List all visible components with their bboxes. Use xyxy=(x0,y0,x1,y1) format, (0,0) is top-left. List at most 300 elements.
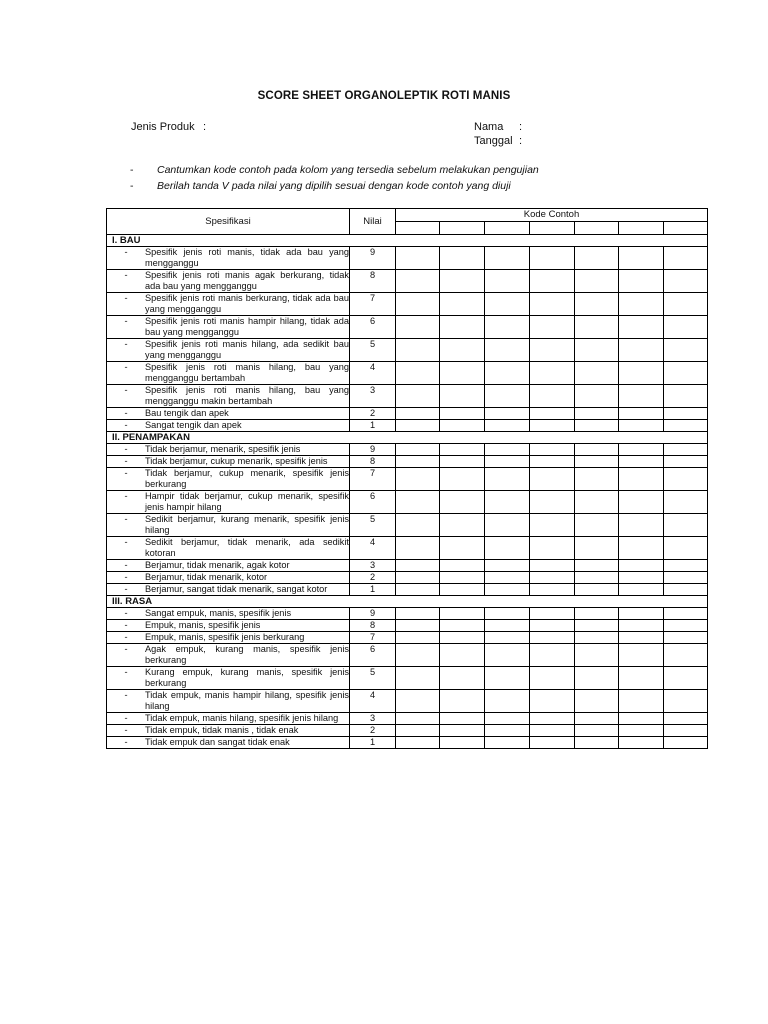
kode-contoh-cell[interactable] xyxy=(619,468,664,491)
table-row xyxy=(107,491,708,514)
bullet-dash: - xyxy=(124,339,128,349)
kode-contoh-cell[interactable] xyxy=(440,514,485,537)
kode-contoh-cell[interactable] xyxy=(575,408,619,420)
kode-contoh-cell[interactable] xyxy=(485,385,530,408)
kode-contoh-cell[interactable] xyxy=(440,667,485,690)
kode-contoh-cell[interactable] xyxy=(485,737,530,749)
kode-cell[interactable] xyxy=(485,222,530,235)
kode-contoh-cell[interactable] xyxy=(396,514,440,537)
kode-contoh-cell[interactable] xyxy=(664,560,708,572)
nilai-cell: 6 xyxy=(350,644,396,667)
kode-contoh-cell[interactable] xyxy=(485,632,530,644)
tanggal-label: Tanggal xyxy=(474,135,513,147)
kode-contoh-cell[interactable] xyxy=(664,537,708,560)
kode-contoh-cell[interactable] xyxy=(619,608,664,620)
kode-contoh-cell[interactable] xyxy=(664,247,708,270)
table-row xyxy=(107,247,708,270)
kode-contoh-cell[interactable] xyxy=(575,247,619,270)
kode-contoh-cell[interactable] xyxy=(485,444,530,456)
kode-contoh-cell[interactable] xyxy=(664,270,708,293)
kode-contoh-cell[interactable] xyxy=(575,339,619,362)
section-label: II. PENAMPAKAN xyxy=(107,432,708,444)
kode-cell[interactable] xyxy=(619,222,664,235)
criteria-cell xyxy=(107,339,350,362)
kode-contoh-cell[interactable] xyxy=(664,456,708,468)
table-row xyxy=(107,737,708,749)
score-table-body xyxy=(107,235,708,749)
kode-contoh-cell[interactable] xyxy=(575,632,619,644)
kode-contoh-cell[interactable] xyxy=(440,632,485,644)
criteria-text: Tidak berjamur, cukup menarik, spesifik jenis xyxy=(145,456,328,466)
kode-contoh-cell[interactable] xyxy=(575,644,619,667)
kode-contoh-cell[interactable] xyxy=(396,270,440,293)
section-label: III. RASA xyxy=(107,596,708,608)
kode-contoh-cell[interactable] xyxy=(619,537,664,560)
criteria-text: Spesifik jenis roti manis agak berkurang, tidak ada bau yang mengganggu xyxy=(145,270,349,291)
kode-contoh-cell[interactable] xyxy=(664,293,708,316)
kode-cell[interactable] xyxy=(575,222,619,235)
bullet-dash: - xyxy=(124,444,128,454)
kode-contoh-cell[interactable] xyxy=(485,456,530,468)
kode-contoh-cell[interactable] xyxy=(619,339,664,362)
kode-contoh-cell[interactable] xyxy=(664,444,708,456)
criteria-text: Tidak empuk, manis hampir hilang, spesifik jenis hilang xyxy=(145,690,349,711)
kode-contoh-cell[interactable] xyxy=(440,444,485,456)
kode-contoh-cell[interactable] xyxy=(619,270,664,293)
kode-contoh-cell[interactable] xyxy=(485,420,530,432)
kode-contoh-cell[interactable] xyxy=(530,537,575,560)
criteria-cell xyxy=(107,420,350,432)
table-row xyxy=(107,584,708,596)
kode-contoh-cell[interactable] xyxy=(575,584,619,596)
kode-contoh-cell[interactable] xyxy=(440,362,485,385)
kode-contoh-cell[interactable] xyxy=(485,514,530,537)
kode-cell[interactable] xyxy=(396,222,440,235)
kode-contoh-cell[interactable] xyxy=(664,408,708,420)
kode-contoh-cell[interactable] xyxy=(530,667,575,690)
kode-contoh-cell[interactable] xyxy=(396,608,440,620)
kode-contoh-cell[interactable] xyxy=(530,584,575,596)
nilai-cell: 3 xyxy=(350,560,396,572)
kode-contoh-cell[interactable] xyxy=(440,316,485,339)
kode-contoh-cell[interactable] xyxy=(619,737,664,749)
criteria-cell xyxy=(107,584,350,596)
criteria-text: Tidak berjamur, menarik, spesifik jenis xyxy=(145,444,301,454)
criteria-text: Empuk, manis, spesifik jenis xyxy=(145,620,261,630)
kode-contoh-cell[interactable] xyxy=(530,644,575,667)
kode-contoh-cell[interactable] xyxy=(396,468,440,491)
kode-contoh-cell[interactable] xyxy=(619,632,664,644)
kode-contoh-cell[interactable] xyxy=(530,608,575,620)
kode-contoh-cell[interactable] xyxy=(485,584,530,596)
kode-contoh-cell[interactable] xyxy=(664,632,708,644)
kode-contoh-cell[interactable] xyxy=(485,560,530,572)
kode-contoh-cell[interactable] xyxy=(440,293,485,316)
criteria-cell xyxy=(107,491,350,514)
kode-contoh-cell[interactable] xyxy=(485,608,530,620)
kode-contoh-cell[interactable] xyxy=(396,737,440,749)
table-row xyxy=(107,316,708,339)
kode-contoh-cell[interactable] xyxy=(575,362,619,385)
kode-cell[interactable] xyxy=(440,222,485,235)
kode-contoh-cell[interactable] xyxy=(485,713,530,725)
nilai-cell: 3 xyxy=(350,713,396,725)
kode-contoh-cell[interactable] xyxy=(619,560,664,572)
bullet-dash: - xyxy=(124,560,128,570)
kode-contoh-cell[interactable] xyxy=(530,737,575,749)
bullet-dash: - xyxy=(124,456,128,466)
bullet-dash: - xyxy=(124,725,128,735)
kode-contoh-cell[interactable] xyxy=(664,713,708,725)
kode-contoh-cell[interactable] xyxy=(664,491,708,514)
kode-contoh-cell[interactable] xyxy=(485,247,530,270)
nilai-cell: 4 xyxy=(350,362,396,385)
kode-contoh-cell[interactable] xyxy=(396,667,440,690)
kode-contoh-cell[interactable] xyxy=(664,514,708,537)
kode-contoh-cell[interactable] xyxy=(664,362,708,385)
kode-contoh-cell[interactable] xyxy=(530,456,575,468)
nilai-cell: 1 xyxy=(350,737,396,749)
kode-contoh-cell[interactable] xyxy=(530,514,575,537)
kode-contoh-cell[interactable] xyxy=(485,537,530,560)
kode-contoh-cell[interactable] xyxy=(530,408,575,420)
criteria-cell xyxy=(107,608,350,620)
nilai-cell: 8 xyxy=(350,620,396,632)
kode-contoh-cell[interactable] xyxy=(396,725,440,737)
criteria-cell xyxy=(107,468,350,491)
kode-contoh-cell[interactable] xyxy=(485,468,530,491)
kode-contoh-cell[interactable] xyxy=(485,316,530,339)
kode-contoh-cell[interactable] xyxy=(530,620,575,632)
criteria-cell xyxy=(107,644,350,667)
bullet-dash: - xyxy=(124,608,128,618)
table-row xyxy=(107,420,708,432)
kode-contoh-cell[interactable] xyxy=(530,690,575,713)
nilai-cell: 6 xyxy=(350,316,396,339)
table-row xyxy=(107,690,708,713)
kode-contoh-cell[interactable] xyxy=(530,270,575,293)
kode-contoh-cell[interactable] xyxy=(530,491,575,514)
kode-contoh-cell[interactable] xyxy=(440,725,485,737)
kode-contoh-cell[interactable] xyxy=(396,456,440,468)
kode-contoh-cell[interactable] xyxy=(485,572,530,584)
kode-contoh-cell[interactable] xyxy=(619,316,664,339)
kode-contoh-cell[interactable] xyxy=(619,667,664,690)
kode-contoh-cell[interactable] xyxy=(396,491,440,514)
instruction-2-text: Berilah tanda V pada nilai yang dipilih sesuai dengan kode contoh yang diuji xyxy=(157,180,511,192)
kode-contoh-cell[interactable] xyxy=(396,420,440,432)
kode-contoh-cell[interactable] xyxy=(619,514,664,537)
section-row xyxy=(107,596,708,608)
jenis-produk-colon: : xyxy=(203,121,207,133)
kode-contoh-cell[interactable] xyxy=(396,408,440,420)
kode-contoh-cell[interactable] xyxy=(575,385,619,408)
bullet-dash: - xyxy=(124,737,128,747)
nilai-cell: 2 xyxy=(350,572,396,584)
kode-contoh-cell[interactable] xyxy=(664,316,708,339)
kode-contoh-cell[interactable] xyxy=(440,468,485,491)
criteria-cell xyxy=(107,737,350,749)
kode-contoh-cell[interactable] xyxy=(396,537,440,560)
criteria-cell xyxy=(107,713,350,725)
kode-cell[interactable] xyxy=(664,222,708,235)
kode-contoh-cell[interactable] xyxy=(530,725,575,737)
criteria-text: Sangat tengik dan apek xyxy=(145,420,242,430)
kode-contoh-cell[interactable] xyxy=(440,644,485,667)
kode-contoh-cell[interactable] xyxy=(485,339,530,362)
kode-contoh-cell[interactable] xyxy=(575,491,619,514)
kode-contoh-cell[interactable] xyxy=(619,491,664,514)
kode-contoh-cell[interactable] xyxy=(619,690,664,713)
table-row xyxy=(107,608,708,620)
kode-contoh-cell[interactable] xyxy=(664,667,708,690)
kode-contoh-cell[interactable] xyxy=(396,316,440,339)
kode-contoh-cell[interactable] xyxy=(619,247,664,270)
table-row xyxy=(107,468,708,491)
criteria-text: Spesifik jenis roti manis berkurang, tidak ada bau yang mengganggu xyxy=(145,293,349,314)
criteria-text: Sedikit berjamur, tidak menarik, ada sedikit kotoran xyxy=(145,537,349,558)
jenis-produk-label: Jenis Produk xyxy=(131,121,195,133)
kode-contoh-cell[interactable] xyxy=(619,456,664,468)
kode-contoh-cell[interactable] xyxy=(440,608,485,620)
kode-contoh-cell[interactable] xyxy=(664,339,708,362)
kode-contoh-cell[interactable] xyxy=(619,420,664,432)
kode-contoh-cell[interactable] xyxy=(440,247,485,270)
kode-contoh-cell[interactable] xyxy=(619,644,664,667)
criteria-cell xyxy=(107,270,350,293)
nilai-cell: 9 xyxy=(350,247,396,270)
kode-contoh-cell[interactable] xyxy=(575,572,619,584)
kode-contoh-cell[interactable] xyxy=(485,620,530,632)
section-row xyxy=(107,235,708,247)
criteria-cell xyxy=(107,293,350,316)
nama-label: Nama xyxy=(474,121,504,133)
table-row xyxy=(107,385,708,408)
table-row xyxy=(107,444,708,456)
nilai-cell: 5 xyxy=(350,339,396,362)
kode-contoh-cell[interactable] xyxy=(530,560,575,572)
kode-contoh-cell[interactable] xyxy=(440,737,485,749)
kode-contoh-cell[interactable] xyxy=(619,362,664,385)
kode-contoh-cell[interactable] xyxy=(440,456,485,468)
kode-contoh-cell[interactable] xyxy=(396,584,440,596)
nama-colon: : xyxy=(519,121,523,133)
kode-contoh-cell[interactable] xyxy=(440,339,485,362)
kode-contoh-cell[interactable] xyxy=(485,270,530,293)
kode-contoh-cell[interactable] xyxy=(575,420,619,432)
header-kode-contoh: Kode Contoh xyxy=(396,209,708,222)
kode-contoh-cell[interactable] xyxy=(530,420,575,432)
kode-contoh-cell[interactable] xyxy=(575,456,619,468)
kode-contoh-cell[interactable] xyxy=(396,247,440,270)
kode-contoh-cell[interactable] xyxy=(575,444,619,456)
kode-contoh-cell[interactable] xyxy=(396,385,440,408)
kode-contoh-cell[interactable] xyxy=(575,608,619,620)
kode-contoh-cell[interactable] xyxy=(664,420,708,432)
kode-contoh-cell[interactable] xyxy=(485,644,530,667)
kode-contoh-cell[interactable] xyxy=(396,293,440,316)
bullet-dash: - xyxy=(124,690,128,700)
bullet-dash: - xyxy=(124,468,128,478)
kode-contoh-cell[interactable] xyxy=(664,725,708,737)
bullet-dash: - xyxy=(124,316,128,326)
kode-contoh-cell[interactable] xyxy=(575,468,619,491)
criteria-text: Sangat empuk, manis, spesifik jenis xyxy=(145,608,292,618)
criteria-cell xyxy=(107,690,350,713)
nilai-cell: 4 xyxy=(350,690,396,713)
kode-contoh-cell[interactable] xyxy=(664,644,708,667)
bullet-dash: - xyxy=(124,408,128,418)
table-row xyxy=(107,667,708,690)
kode-contoh-cell[interactable] xyxy=(396,632,440,644)
table-row xyxy=(107,514,708,537)
nilai-cell: 7 xyxy=(350,468,396,491)
kode-contoh-cell[interactable] xyxy=(485,408,530,420)
criteria-text: Berjamur, tidak menarik, kotor xyxy=(145,572,268,582)
score-table xyxy=(106,208,708,749)
kode-contoh-cell[interactable] xyxy=(619,725,664,737)
criteria-text: Bau tengik dan apek xyxy=(145,408,229,418)
kode-contoh-cell[interactable] xyxy=(619,620,664,632)
kode-contoh-cell[interactable] xyxy=(440,690,485,713)
instruction-2: - Berilah tanda V pada nilai yang dipilih sesuai dengan kode contoh yang diuji xyxy=(130,180,511,192)
kode-contoh-cell[interactable] xyxy=(619,385,664,408)
kode-contoh-cell[interactable] xyxy=(485,690,530,713)
header-nilai: Nilai xyxy=(350,209,396,235)
criteria-text: Tidak empuk, manis hilang, spesifik jenis hilang xyxy=(145,713,339,723)
table-row xyxy=(107,293,708,316)
criteria-text: Spesifik jenis roti manis hilang, bau yang mengganggu bertambah xyxy=(145,362,349,383)
kode-contoh-cell[interactable] xyxy=(440,420,485,432)
kode-contoh-cell[interactable] xyxy=(530,713,575,725)
kode-contoh-cell[interactable] xyxy=(396,444,440,456)
criteria-text: Spesifik jenis roti manis hilang, bau yang mengganggu makin bertambah xyxy=(145,385,349,406)
kode-contoh-cell[interactable] xyxy=(664,584,708,596)
kode-contoh-cell[interactable] xyxy=(575,690,619,713)
section-label: I. BAU xyxy=(107,235,708,247)
kode-cell[interactable] xyxy=(530,222,575,235)
kode-contoh-cell[interactable] xyxy=(530,572,575,584)
kode-contoh-cell[interactable] xyxy=(396,572,440,584)
kode-contoh-cell[interactable] xyxy=(619,444,664,456)
kode-contoh-cell[interactable] xyxy=(396,560,440,572)
criteria-text: Tidak berjamur, cukup menarik, spesifik jenis berkurang xyxy=(145,468,349,489)
kode-contoh-cell[interactable] xyxy=(664,737,708,749)
kode-contoh-cell[interactable] xyxy=(440,620,485,632)
kode-contoh-cell[interactable] xyxy=(664,620,708,632)
table-row xyxy=(107,725,708,737)
kode-contoh-cell[interactable] xyxy=(575,725,619,737)
kode-contoh-cell[interactable] xyxy=(530,468,575,491)
kode-contoh-cell[interactable] xyxy=(440,572,485,584)
kode-contoh-cell[interactable] xyxy=(530,444,575,456)
kode-contoh-cell[interactable] xyxy=(664,385,708,408)
instruction-1-text: Cantumkan kode contoh pada kolom yang tersedia sebelum melakukan pengujian xyxy=(157,164,539,176)
kode-contoh-cell[interactable] xyxy=(396,620,440,632)
criteria-cell xyxy=(107,316,350,339)
kode-contoh-cell[interactable] xyxy=(396,339,440,362)
nilai-cell: 1 xyxy=(350,584,396,596)
kode-contoh-cell[interactable] xyxy=(530,362,575,385)
nilai-cell: 7 xyxy=(350,632,396,644)
kode-contoh-cell[interactable] xyxy=(619,408,664,420)
nilai-cell: 2 xyxy=(350,408,396,420)
kode-contoh-cell[interactable] xyxy=(396,362,440,385)
kode-contoh-cell[interactable] xyxy=(440,560,485,572)
kode-contoh-cell[interactable] xyxy=(664,608,708,620)
kode-contoh-cell[interactable] xyxy=(619,584,664,596)
kode-contoh-cell[interactable] xyxy=(440,713,485,725)
criteria-cell xyxy=(107,247,350,270)
bullet-dash: - xyxy=(124,537,128,547)
criteria-cell xyxy=(107,537,350,560)
kode-contoh-cell[interactable] xyxy=(440,537,485,560)
kode-contoh-cell[interactable] xyxy=(575,737,619,749)
kode-contoh-cell[interactable] xyxy=(575,270,619,293)
kode-contoh-cell[interactable] xyxy=(440,385,485,408)
kode-contoh-cell[interactable] xyxy=(575,667,619,690)
kode-contoh-cell[interactable] xyxy=(440,270,485,293)
bullet-dash: - xyxy=(124,620,128,630)
kode-contoh-cell[interactable] xyxy=(575,560,619,572)
kode-contoh-cell[interactable] xyxy=(485,491,530,514)
kode-contoh-cell[interactable] xyxy=(485,667,530,690)
kode-contoh-cell[interactable] xyxy=(619,572,664,584)
kode-contoh-cell[interactable] xyxy=(396,713,440,725)
kode-contoh-cell[interactable] xyxy=(530,385,575,408)
kode-contoh-cell[interactable] xyxy=(664,690,708,713)
kode-contoh-cell[interactable] xyxy=(485,362,530,385)
criteria-text: Berjamur, sangat tidak menarik, sangat kotor xyxy=(145,584,328,594)
criteria-text: Kurang empuk, kurang manis, spesifik jenis berkurang xyxy=(145,667,349,688)
kode-contoh-cell[interactable] xyxy=(664,468,708,491)
kode-contoh-cell[interactable] xyxy=(619,293,664,316)
kode-contoh-cell[interactable] xyxy=(530,293,575,316)
nilai-cell: 9 xyxy=(350,608,396,620)
kode-contoh-cell[interactable] xyxy=(485,725,530,737)
kode-contoh-cell[interactable] xyxy=(440,408,485,420)
kode-contoh-cell[interactable] xyxy=(530,632,575,644)
kode-contoh-cell[interactable] xyxy=(485,293,530,316)
kode-contoh-cell[interactable] xyxy=(396,644,440,667)
section-row xyxy=(107,432,708,444)
bullet-dash: - xyxy=(124,667,128,677)
kode-contoh-cell[interactable] xyxy=(575,620,619,632)
kode-contoh-cell[interactable] xyxy=(575,713,619,725)
kode-contoh-cell[interactable] xyxy=(575,537,619,560)
kode-contoh-cell[interactable] xyxy=(440,491,485,514)
kode-contoh-cell[interactable] xyxy=(575,293,619,316)
criteria-cell xyxy=(107,362,350,385)
kode-contoh-cell[interactable] xyxy=(619,713,664,725)
kode-contoh-cell[interactable] xyxy=(440,584,485,596)
page-title: SCORE SHEET ORGANOLEPTIK ROTI MANIS xyxy=(257,90,511,102)
bullet-dash: - xyxy=(124,270,128,280)
criteria-cell xyxy=(107,514,350,537)
kode-contoh-cell[interactable] xyxy=(396,690,440,713)
kode-contoh-cell[interactable] xyxy=(530,316,575,339)
kode-contoh-cell[interactable] xyxy=(530,339,575,362)
kode-contoh-cell[interactable] xyxy=(664,572,708,584)
kode-contoh-cell[interactable] xyxy=(530,247,575,270)
bullet-dash: - xyxy=(124,385,128,395)
nilai-cell: 5 xyxy=(350,514,396,537)
kode-contoh-cell[interactable] xyxy=(575,514,619,537)
kode-contoh-cell[interactable] xyxy=(575,316,619,339)
nilai-cell: 3 xyxy=(350,385,396,408)
bullet-dash: - xyxy=(124,491,128,501)
criteria-text: Tidak empuk, tidak manis , tidak enak xyxy=(145,725,299,735)
